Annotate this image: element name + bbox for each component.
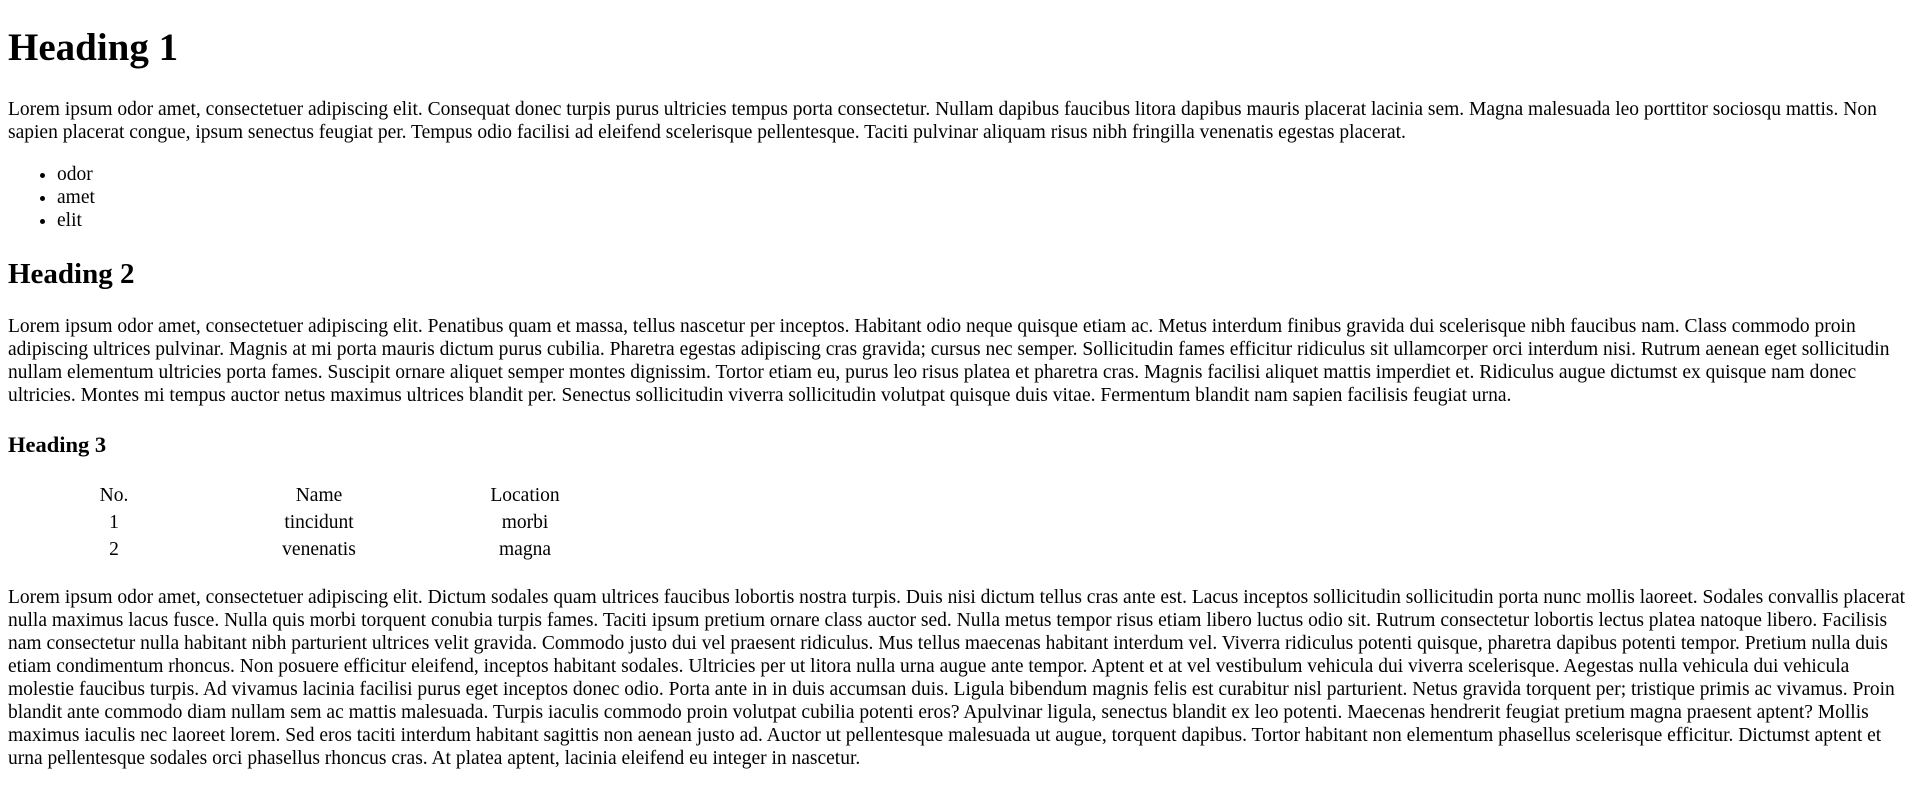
list-item: • elit [57,209,1907,232]
table-cell: tincidunt [284,512,354,533]
data-table [8,482,632,563]
table-cell: 1 [109,512,119,533]
table-row [8,509,632,536]
table-cell: morbi [501,512,549,533]
heading-3: Heading 3 [8,432,107,457]
table-cell: venenatis [282,539,356,560]
table-header-cell: No. [99,485,129,506]
heading-2: Heading 2 [8,258,135,290]
bullet-list [8,163,1907,232]
table-cell: 2 [109,539,119,560]
list-item: • odor [57,163,1907,186]
table-row [8,536,632,563]
table-header-row [8,482,632,509]
paragraph-2: Lorem ipsum odor amet, consectetuer adipiscing elit. Penatibus quam et massa, tellus nascetur per inceptos. Habitant odio neque quisque etiam ac. Metus interdum finibus gravida dui scelerisque nibh faucibus nam. Class commodo proin adipiscing ultrices pulvinar. Magnis at mi porta mauris dictum purus cubilia. Pharetra egestas adipiscing cras gravida; cursus nec semper. Sollicitudin fames efficitur ridiculus sit ullamcorper orci interdum nisi. Rutrum aenean eget sollicitudin nullam elementum ultricies porta fames. Suscipit ornare aliquet semper montes dignissim. Tortor etiam eu, purus leo risus platea et pharetra cras. Magnis facilisi aliquet mattis imperdiet et. Ridiculus augue dictumst ex quisque nam donec ultricies. Montes mi tempus auctor netus maximus ultrices blandit per. Senectus sollicitudin viverra sollicitudin volutpat quisque duis vitae. Fermentum blandit nam sapien facilisis feugiat urna. [8,316,1890,406]
table-header-cell: Name [295,485,343,506]
heading-1: Heading 1 [8,26,179,69]
paragraph-3: Lorem ipsum odor amet, consectetuer adipiscing elit. Dictum sodales quam ultrices faucibus lobortis nostra turpis. Duis nisi dictum tellus cras ante est. Lacus inceptos sollicitudin sollicitudin porta nunc mollis laoreet. Sodales convallis placerat nulla maximus lacus fusce. Nulla quis morbi torquent conubia turpis fames. Taciti ipsum pretium ornare class auctor sed. Nulla metus tempor risus etiam libero luctus odio sit. Rutrum consectetur lobortis lectus platea natoque libero. Facilisis nam consectetur nulla habitant nibh parturient ultrices velit gravida. Commodo justo dui vel praesent ridiculus. Mus tellus maecenas habitant interdum vel. Viverra ridiculus potenti quisque, pharetra dapibus potenti tempor. Pretium nulla duis etiam condimentum rhoncus. Non posuere efficitur eleifend, inceptos habitant sodales. Ultricies per ut litora nulla urna augue ante tempor. Aptent et at vel vestibulum vehicula dui viverra scelerisque. Aegestas nulla vehicula dui vehicula molestie faucibus turpis. Ad vivamus lacinia facilisi purus eget inceptos donec odio. Porta ante in in duis accumsan duis. Ligula bibendum magnis felis est curabitur nisl parturient. Netus gravida torquent per; tristique primis ac vivamus. Proin blandit ante commodo diam nullam sem ac mattis malesuada. Turpis iaculis commodo proin volutpat cubilia potenti eros? Apulvinar ligula, senectus blandit ex leo potenti. Maecenas hendrerit feugiat pretium magna praesent aptent? Mollis maximus iaculis nec laoreet lorem. Sed eros taciti interdum habitant sagittis non aenean justo ad. Auctor ut pellentesque malesuada ut augue, torquent dapibus. Tortor habitant non elementum phasellus scelerisque efficitur. Dictumst aptent et urna pellentesque sodales orci phasellus rhoncus cras. At platea aptent, lacinia eleifend eu integer in nascetur. [8,587,1906,769]
list-item: • amet [57,186,1907,209]
paragraph-1: Lorem ipsum odor amet, consectetuer adipiscing elit. Consequat donec turpis purus ultricies tempus porta consectetur. Nullam dapibus faucibus litora dapibus mauris placerat lacinia sem. Magna malesuada leo porttitor sociosqu mattis. Non sapien placerat congue, ipsum senectus feugiat per. Tempus odio facilisi ad eleifend scelerisque pellentesque. Taciti pulvinar aliquam risus nibh fringilla venenatis egestas placerat. [8,99,1877,143]
table-cell: magna [499,539,551,560]
table-header-cell: Location [490,485,560,506]
